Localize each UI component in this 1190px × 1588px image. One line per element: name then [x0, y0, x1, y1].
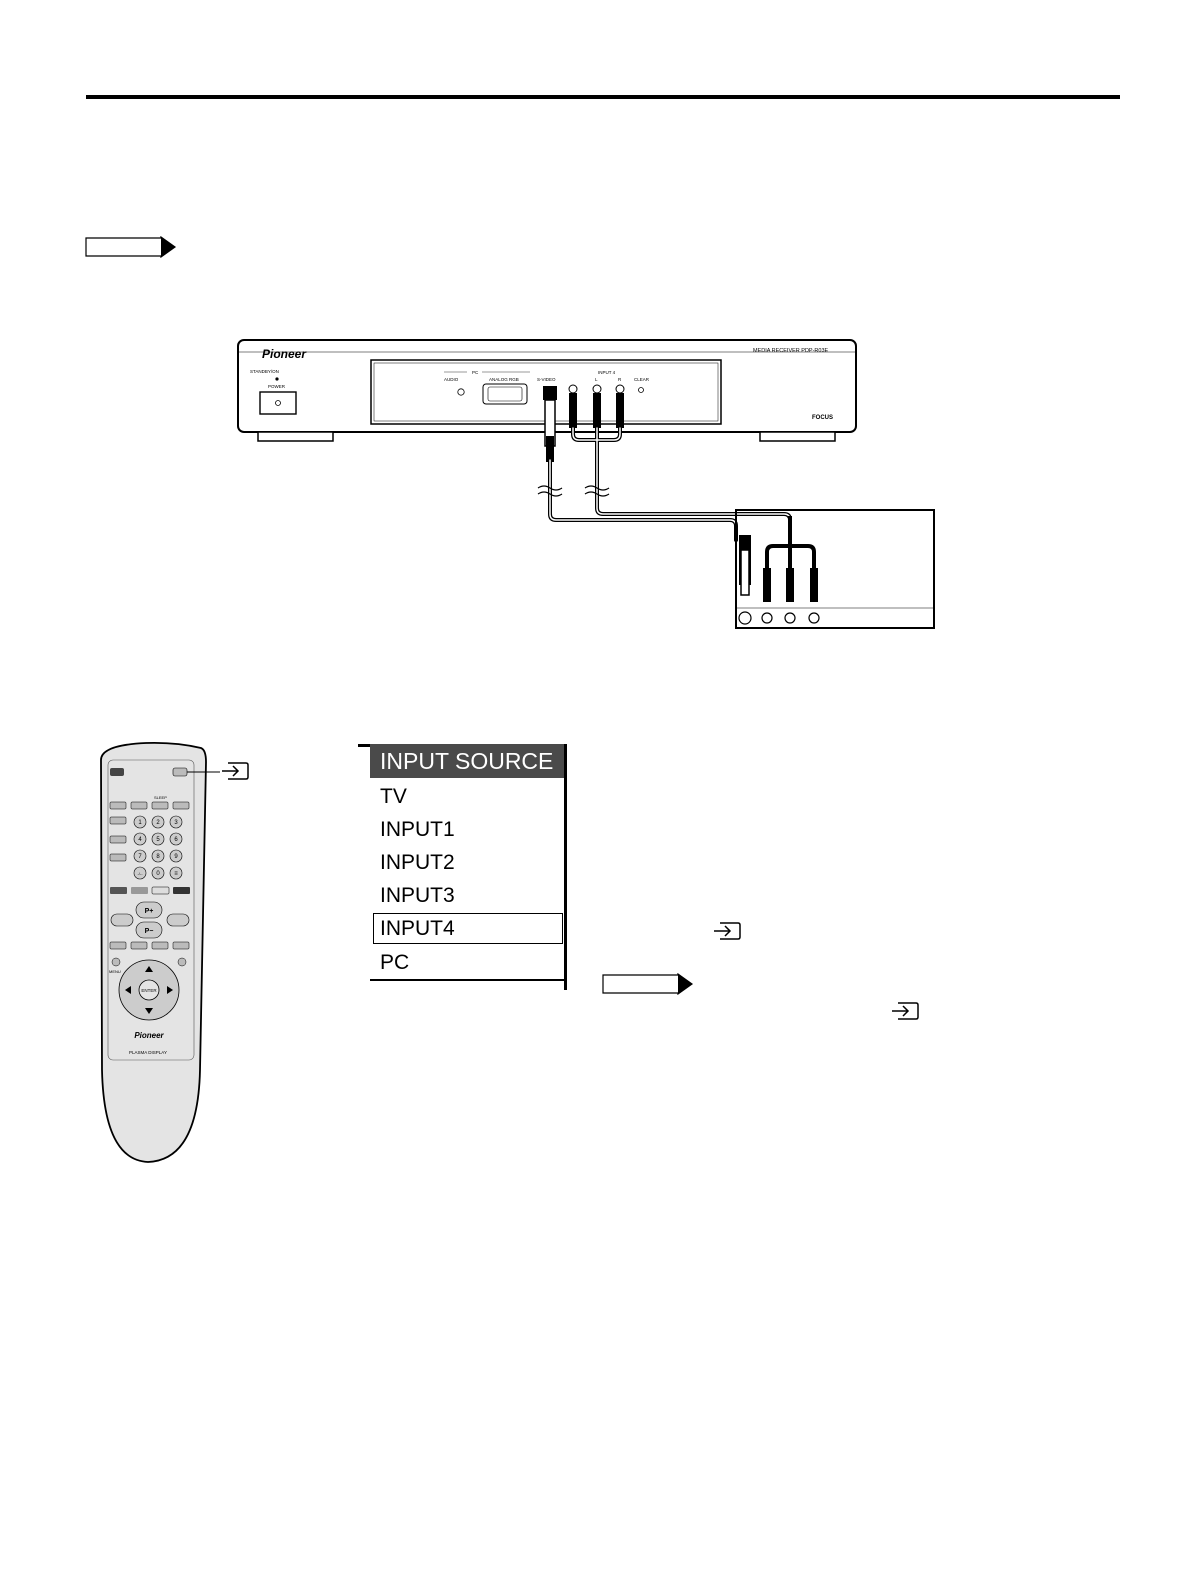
svg-text:ENTER: ENTER	[141, 988, 157, 993]
analog-rgb-label: ANALOG RGB	[489, 377, 519, 382]
power-label: POWER	[268, 384, 286, 389]
osd-item-input1[interactable]: INPUT1	[380, 818, 455, 841]
osd-menu-right-border	[564, 744, 567, 990]
connection-diagram	[230, 330, 950, 635]
svg-text:MENU: MENU	[109, 969, 121, 974]
sleep-label: SLEEP	[154, 795, 167, 800]
pc-label: PC	[472, 370, 479, 375]
osd-menu-bottom-border	[370, 979, 566, 981]
remote-control	[96, 740, 256, 1165]
svg-text:8: 8	[156, 854, 160, 860]
osd-menu-title: INPUT SOURCE	[370, 744, 566, 778]
clear-label: CLEAR	[634, 377, 650, 382]
svg-text:3: 3	[174, 820, 178, 826]
svg-text:6: 6	[174, 837, 178, 843]
osd-item-input2[interactable]: INPUT2	[380, 851, 455, 874]
receiver-brand: Pioneer	[262, 347, 307, 361]
r-label: R	[618, 377, 622, 382]
svg-text:2: 2	[156, 820, 160, 826]
svg-text:7: 7	[138, 854, 142, 860]
svg-text:-/--: -/--	[137, 871, 143, 876]
svg-text:0: 0	[156, 871, 160, 877]
l-label: L	[595, 377, 598, 382]
input-select-icon	[890, 1000, 920, 1022]
power-button	[110, 768, 124, 776]
svg-text:P−: P−	[144, 928, 154, 935]
power-button	[260, 392, 296, 414]
osd-item-input4[interactable]: INPUT4	[372, 912, 564, 945]
svg-text:≡: ≡	[174, 871, 178, 877]
osd-item-pc[interactable]: PC	[380, 951, 410, 974]
header-rule	[86, 95, 1120, 99]
svg-text:P+: P+	[144, 908, 154, 915]
svideo-label: S-VIDEO	[537, 377, 556, 382]
input-source-menu	[370, 744, 566, 980]
standby-label: STANDBY/ON	[250, 369, 279, 374]
svg-text:5: 5	[156, 837, 160, 843]
svg-text:PLASMA DISPLAY: PLASMA DISPLAY	[129, 1050, 167, 1055]
osd-item-tv[interactable]: TV	[380, 785, 407, 808]
svg-text:4: 4	[138, 837, 142, 843]
osd-item-input3[interactable]: INPUT3	[380, 884, 455, 907]
focus-logo: FOCUS	[812, 415, 833, 421]
note-arrow-icon	[602, 973, 694, 995]
note-arrow-icon	[85, 236, 177, 258]
input-select-icon	[220, 760, 250, 782]
input-select-icon	[712, 920, 742, 942]
receiver-model: MEDIA RECEIVER PDP-R03E	[753, 348, 829, 354]
audio-label: AUDIO	[444, 377, 459, 382]
input-button	[173, 768, 187, 776]
svg-text:1: 1	[138, 820, 142, 826]
input4-label: INPUT 4	[598, 370, 616, 375]
svg-text:Pioneer: Pioneer	[134, 1031, 164, 1040]
svg-text:9: 9	[174, 854, 178, 860]
